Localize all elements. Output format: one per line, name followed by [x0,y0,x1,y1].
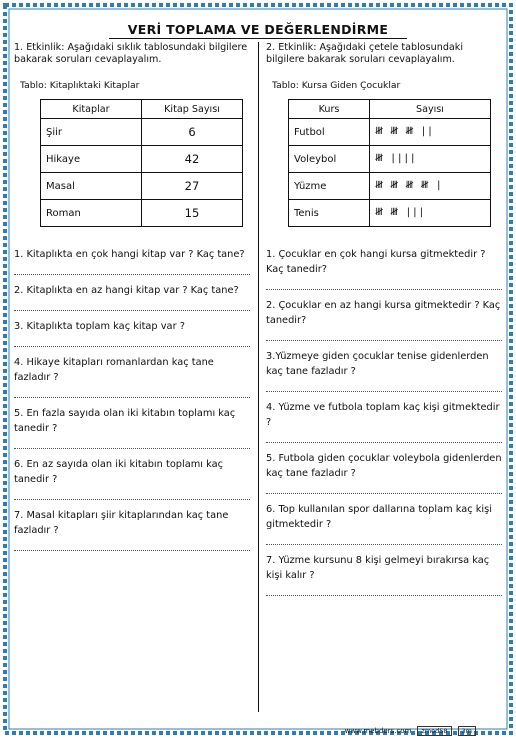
question: 4. Yüzme ve futbola toplam kaç kişi gitmektedir ? [266,402,500,428]
answer-line[interactable] [14,487,250,500]
worksheet [14,16,502,724]
right-questions [266,247,502,596]
answer-line[interactable] [266,430,502,443]
right-column [266,42,502,604]
question: 6. Top kullanılan spor dallarına toplam kaç kişi gitmektedir ? [266,504,492,530]
question: 3. Kitaplıkta toplam kaç kitap var ? [14,321,185,332]
question: 7. Masal kitapları şiir kitaplarından kaç tane fazladır ? [14,510,229,536]
table-cell: Roman [41,200,142,227]
tally-marks: 𝍸 𝍸 ||| [370,200,491,227]
question: 5. Futbola giden çocuklar voleybola gidenlerden kaç tane fazladır ? [266,453,502,479]
table-row [41,173,243,200]
answer-line[interactable] [266,481,502,494]
column-divider [258,42,259,712]
answer-line[interactable] [266,583,502,596]
table-cell: Yüzme [289,173,370,200]
question: 1. Kitaplıkta en çok hangi kitap var ? Kaç tane? [14,249,245,260]
table-row [41,200,243,227]
right-table-caption: Tablo: Kursa Giden Çocuklar [272,80,401,91]
answer-line[interactable] [266,379,502,392]
question: 7. Yüzme kursunu 8 kişi gelmeyi bırakırsa kaç kişi kalır ? [266,555,490,581]
table-row [289,119,491,146]
left-column [14,42,250,559]
table-cell: Tenis [289,200,370,227]
answer-line[interactable] [14,334,250,347]
answer-line[interactable] [14,298,250,311]
table-header: Kitap Sayısı [142,100,243,119]
table-cell: 42 [142,146,243,173]
tally-marks: 𝍸 𝍸 𝍸 || [370,119,491,146]
answer-line[interactable] [14,385,250,398]
table-header: Kurs [289,100,370,119]
question: 5. En fazla sayıda olan iki kitabın toplamı kaç tanedir ? [14,408,236,434]
answer-line[interactable] [266,532,502,545]
footer [345,726,476,736]
left-intro: 1. Etkinlik: Aşağıdaki sıklık tablosundaki bilgilere bakarak soruları cevaplayalım. [14,42,248,65]
table-header: Sayısı [370,100,491,119]
page-title: VERİ TOPLAMA VE DEĞERLENDİRME [127,22,389,37]
table-row [289,173,491,200]
footer-mark: 3m [458,726,476,736]
left-table-caption: Tablo: Kitaplıktaki Kitaplar [20,80,140,91]
answer-line[interactable] [14,262,250,275]
table-row [41,146,243,173]
question: 2. Çocuklar en az hangi kursa gitmektedir ? Kaç tanedir? [266,300,501,326]
question: 6. En az sayıda olan iki kitabın toplamı kaç tanedir ? [14,459,224,485]
tally-table [288,99,491,227]
footer-stamp: zmod58 [417,726,451,736]
answer-line[interactable] [266,328,502,341]
question: 4. Hikaye kitapları romanlardan kaç tane fazladır ? [14,357,214,383]
answer-line[interactable] [266,277,502,290]
tally-marks: 𝍸 𝍸 𝍸 𝍸 | [370,173,491,200]
table-cell: 27 [142,173,243,200]
table-cell: Voleybol [289,146,370,173]
table-row [289,200,491,227]
tally-marks: 𝍸 |||| [370,146,491,173]
right-intro: 2. Etkinlik: Aşağıdaki çetele tablosundaki bilgilere bakarak soruları cevaplayalım. [266,42,464,65]
table-cell: 15 [142,200,243,227]
answer-line[interactable] [14,436,250,449]
table-cell: Şiir [41,119,142,146]
question: 2. Kitaplıkta en az hangi kitap var ? Kaç tane? [14,285,239,296]
question: 3.Yüzmeye giden çocuklar tenise gidenlerden kaç tane fazladır ? [266,351,489,377]
left-questions [14,247,250,551]
table-row [289,146,491,173]
frequency-table [40,99,243,227]
table-header: Kitaplar [41,100,142,119]
table-row [41,119,243,146]
table-cell: Hikaye [41,146,142,173]
table-cell: 6 [142,119,243,146]
table-cell: Futbol [289,119,370,146]
footer-site: www.mebders.com [344,727,412,735]
answer-line[interactable] [14,538,250,551]
table-cell: Masal [41,173,142,200]
question: 1. Çocuklar en çok hangi kursa gitmektedir ? Kaç tanedir? [266,249,486,275]
title-underline [109,38,407,39]
